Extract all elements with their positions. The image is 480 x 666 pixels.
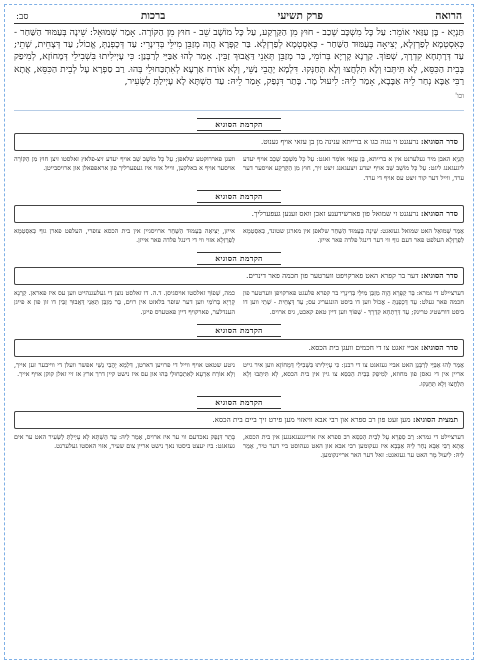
section-summary-label: תמצית הסוגיא: [412,415,458,425]
section-summary-text: אביי זאגט צו די חכמים וועגן בית הכסא. [308,343,419,353]
section-summary-text: נרעגנט זי נגוה כגו א ברייתא ענינה מן בן עזאי אויף גענוט. [260,137,419,147]
section-right-column: דערציילט די גמרא: רַב סַפְרָא עָל לְבֵית הַכִּסֵּא רב ספרא איז אריינגעגאנגען אין בית הכסא, אֲתָא רַבִּי אַבָּא נְחַר לֵיהּ אַבָּבָא איז געקומען רבי אבא און האט געהוסט ביי דער טיר, אָמַר לֵיהּ: לִיעוּל מָר האט ער געזאגט: זאל דער האר אריינקומען. [243,432,464,460]
section-summary-text: דער בר קפרא האט פארקויפט ווערטער פון חכמה פאר דינרים. [246,271,419,281]
section-summary-label: סדר הסוגיא: [420,271,458,281]
section-summary-label: סדר הסוגיא: [420,343,458,353]
section [14,190,464,245]
section [14,118,464,183]
section-title: הקדמת הסוגיא [197,396,281,409]
gemara-end-mark: וכו' [455,92,464,101]
section-left-column: בָּתַר דִּנְפַק נאכדעם ווי ער איז ארויס, אָמַר לֵיהּ: עַד הַשְׁתָּא לָא עָיְילַתְּ לַשְּׂעִיר האט ער אים געזאגט: ביז יעצט ביסטו נאך נישט אריין צום שעיר, אזוי האסטו געלערנט. [14,432,235,451]
section-columns [14,227,464,246]
section-columns [14,155,464,183]
section-columns [14,289,464,317]
section-left-column: ניטע שטאט אויף ווייל די פרויען דארטן, דִּלְמָא יָהֲבֵי נַשֵּׁי אפשר וועלן די ווייבער זען אייך, וְלָא אוֹרַח אַרְעָא לְאִתְכַּחוּלֵי בְּהוּ און עס איז נישט קיין דרך ארץ אז זיי זאלן קוקן אויף אייך. [14,360,235,379]
section-left-column: וועגן פאררוקטע שלאפן; עַל כָּל מוֹשָׁב שֵׁב אויף יעדע זיצ-פלאץ זאלסטו זיצן חוּץ מִן הַקּוֹרָה אויסער אויף א באלקען, ווייל אזוי איז געפערליך פון אראפפאלן און ארויסבייטן. [14,154,235,173]
section-summary-box [14,411,464,429]
section-title: הקדמת הסוגיא [197,190,281,203]
section-summary-text: נרעגנט זי שמואל פון פארשידענע זאכן וואס זענען געפערליך. [251,209,419,219]
section-summary-label: סדר הסוגיא: [420,137,458,147]
page [14,8,464,464]
gemara-text-block [14,27,464,102]
section-columns [14,361,464,389]
section [14,396,464,461]
header-chapter-name: הרואה [435,10,462,22]
section [14,324,464,389]
section-right-column: אָמַר לְהוּ אַבַּיֵּי לְרַבָּנַן האט אביי געזאגט צו די רבנן: כִּי עָיְילִיתוּ בִּשְׁבִילֵי דְּמָחוֹזָא ווען איר גייט אריין אין די גאסן פון מחוזא, לְמִיפַק בְּבֵית הַכִּסֵּא צו גיין אין בית הכסא, לָא תִּיתְּבוּ וְלָא תִּלְחֲצוּ וְלָא תְּחַנְּקוּ. [243,360,464,388]
section-summary-label: סדר הסוגיא: [420,209,458,219]
section-left-column: כמה, שְׁפוֹךְ זאלסטו אויסגיסן. ד.ה. דו זאלסט נוצן די געלעגנהייט ווען עס איז פאראן. קַרְנָא קָרְיָא בְּרוֹמֵי ווען דער שופר בלאזט אין רוים, בַּר מְזַבֵּן תְּאֵנֵי דַּאֲבוּךְ זַבֵּין דו זון פון א פייגן הענדלער, פארקויף דיין פאטערס פייגן. [14,289,235,316]
section-summary-box [14,133,464,151]
header-tractate: ברכות [140,10,166,22]
section-summary-box [14,267,464,285]
section-divider [14,110,464,111]
section-left-column: אייזן, יְצִיאָה בְּעַמּוּד הַשַּׁחַר ארויסגיין אין בית הכסא צופרי, העלפט פארן גוף כְּאִסְטְמָא לְפַרְזְלָא אזוי ווי די דינגל פלדה פאר אייזן. [14,226,235,245]
header-chapter-number: פרק תשיעי [277,10,324,22]
section-summary-text: מען זעט פון רב ספרא און רבי אבא וויאזוי מען פירט זיך ביים בית הכסא. [212,415,411,425]
section [14,252,464,317]
section-summary-box [14,205,464,223]
section-right-column: דערציילט די גמרא: בַּר קַפָּרָא הֲוָה מְזַבֵּן מִילֵּי בְּדִינָרֵי בר קפרא פלעגט פארקויפן ווערטער פון חכמה פאר געלט: עַד דְּכָפְנַתְּ - אֱכוֹל ווען דו ביסט הונגעריג עס; עַד דְּצָחֵית - שְׁתֵי ווען דו ביסט דורשטיג טרינק; עַד דְּרָתְחָא קִדְרָךְ - שְׁפוֹךְ ווען דיין טאפ קאכט, גיס ארויס. [243,289,464,316]
gemara-text: תַּנְיָא - בֶּן עַזַּאי אוֹמֵר: עַל כָּל מִשְׁכָּב שְׁכַב - חוּץ מִן הַקַּרְקַע, עַל כָּל מוֹשָׁב שֵׁב - חוּץ מִן הַקּוֹרָה. אָמַר שְׁמוּאֵל: שֵׁינָה בְּעַמּוּד הַשַּׁחַר - כְּאִסְטְמָא לְפַרְזְלָא, יְצִיאָה בְּעַמּוּד הַשַּׁחַר - כְּאִסְטְמָא לְפַרְזְלָא. בַּר קַפָּרָא הֲוָה מְזַבֵּן מִילֵּי בְּדִינָרֵי: עַד דְּכָפְנַתְּ, אֱכוֹל; עַד דְּצָחֵית, שְׁתֵי; עַד דְּרָתְחָא קִדְרָךְ, שְׁפוֹךְ. קַרְנָא קָרְיָא בְּרוֹמֵי, בַּר מְזַבֵּן תְּאֵנֵי דַּאֲבוּךְ זַבֵּין. אָמַר לְהוּ אַבַּיֵּי לְרַבָּנַן: כִּי עָיְילִיתוּ בִּשְׁבִילֵי דְּמָחוֹזָא, לְמִיפַק בְּבֵית הַכִּסֵּא, לָא תִּיתְּבוּ וְלָא תִּלְחֲצוּ וְלָא תְּחַנְּקוּ. דִּלְמָא יָהֲבֵי נַשֵּׁי, וְלָא אוֹרַח אַרְעָא לְאִתְכַּחוּלֵי בְּהוּ. רַב סַפְרָא עָל לְבֵית הַכִּסֵּא, אֲתָא רַבִּי אַבָּא נְחַר לֵיהּ אַבָּבָא, אָמַר לֵיהּ: לִיעוּל מָר. בָּתַר דִּנְפַק, אָמַר לֵיהּ: עַד הַשְׁתָּא לָא עָיְילַתְּ לַשְּׂעִיר, [14,27,464,87]
section-title: הקדמת הסוגיא [197,252,281,265]
header-page-ref: סב: [16,12,29,22]
section-right-column: תַּנְיָא האבן מיר געלערנט אין א ברייתא, בֶּן עַזַּאי אוֹמֵר זאגט: עַל כָּל מִשְׁכָּב שְׁכַב אויף יעדע ליגעגאנג ליגט: עַל כָּל מוֹשָׁב שֵׁב אויף יעדע זיצעגאנג זיצט זיך, חוּץ מִן הַקַּרְקַע אויסער דער ערד, ווייל דער קור זיצט עס אויף די ערד. [243,154,464,182]
section-right-column: אָמַר שְׁמוּאֵל האט שמואל געזאגט: שֵׁינָה בְּעַמּוּד הַשַּׁחַר שלאפן אין מארגן שטונד, כְּאִסְטְמָא לְפַרְזְלָא העלפט פאר דעם גוף ווי דער דינגל פלדה פאר אייזן. [243,226,464,245]
section-title: הקדמת הסוגיא [197,324,281,337]
section-columns [14,433,464,461]
section-summary-box [14,339,464,357]
page-header [14,8,464,24]
section-title: הקדמת הסוגיא [197,118,281,131]
